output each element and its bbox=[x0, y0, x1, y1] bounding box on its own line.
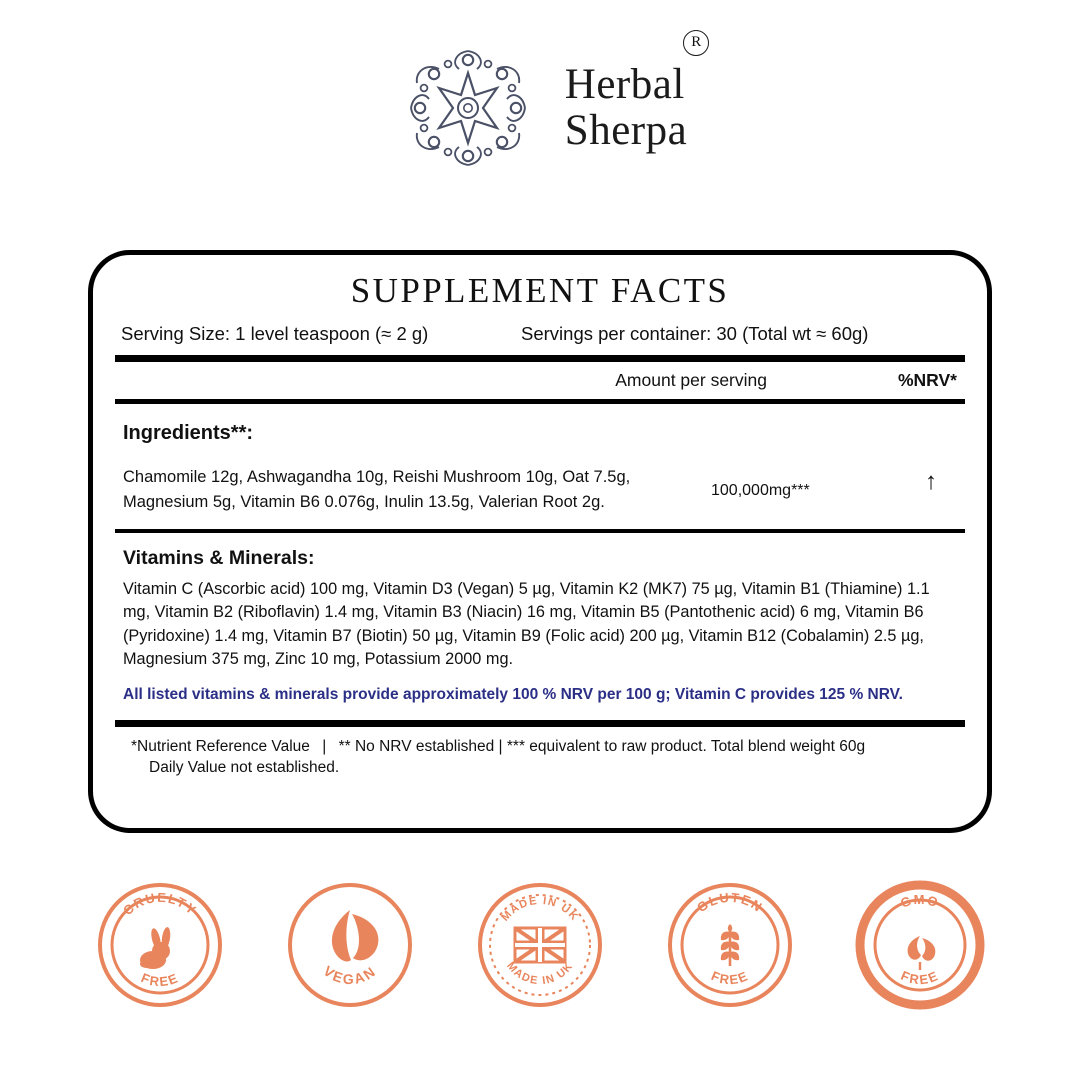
vitamins-minerals-section bbox=[93, 533, 987, 711]
svg-text:GMO: GMO bbox=[898, 892, 942, 911]
footnote-extra: ** No NRV established | *** equivalent to raw product. Total blend weight 60g bbox=[338, 738, 866, 755]
footnote-daily-value: Daily Value not established. bbox=[149, 758, 340, 776]
brand-name-line1: Herbal bbox=[564, 60, 685, 108]
vegan-badge bbox=[285, 880, 415, 1010]
footnotes bbox=[93, 727, 987, 779]
ingredients-section bbox=[93, 404, 987, 529]
serving-size-text: Serving Size: 1 level teaspoon (≈ 2 g) bbox=[121, 323, 429, 344]
svg-text:GLUTEN: GLUTEN bbox=[694, 889, 766, 916]
brand-name bbox=[564, 34, 702, 155]
gluten-free-badge bbox=[665, 880, 795, 1010]
supplement-facts-panel bbox=[88, 250, 992, 833]
nrv-arrow-icon: ↑ bbox=[925, 468, 937, 495]
svg-text:FREE: FREE bbox=[139, 970, 181, 990]
svg-text:FREE: FREE bbox=[898, 967, 942, 988]
nrv-note: All listed vitamins & minerals provide approximately 100 % NRV per 100 g; Vitamin C provides 125 % NRV. bbox=[123, 686, 903, 703]
ingredients-amount: 100,000mg*** bbox=[711, 482, 810, 499]
svg-text:MADE IN UK: MADE IN UK bbox=[504, 959, 576, 988]
footnote-nrv: *Nutrient Reference Value bbox=[131, 738, 310, 755]
certification-badges bbox=[0, 880, 1080, 1010]
registered-trademark-icon: R bbox=[683, 30, 709, 56]
nrv-header: %NRV* bbox=[897, 370, 957, 390]
svg-text:MADE IN UK: MADE IN UK bbox=[499, 894, 581, 924]
cruelty-free-badge bbox=[95, 880, 225, 1010]
svg-text:VEGAN: VEGAN bbox=[320, 962, 380, 988]
svg-text:FREE: FREE bbox=[709, 967, 751, 988]
brand-header bbox=[0, 28, 1080, 188]
vitamins-minerals-title: Vitamins & Minerals: bbox=[123, 546, 315, 569]
made-in-uk-badge bbox=[475, 880, 605, 1010]
divider-thick-bottom bbox=[115, 720, 965, 727]
divider-thick-top bbox=[115, 355, 965, 362]
brand-name-line2: Sherpa bbox=[564, 107, 688, 154]
ingredients-body: Chamomile 12g, Ashwagandha 10g, Reishi Mushroom 10g, Oat 7.5g, Magnesium 5g, Vitamin B6 0.076g, Inulin 13.5g, Valerian Root 2g. bbox=[123, 468, 631, 511]
serving-info-row bbox=[93, 311, 987, 345]
column-headers-row bbox=[93, 362, 987, 399]
servings-per-container-text: Servings per container: 30 (Total wt ≈ 60g) bbox=[521, 323, 869, 344]
gmo-free-badge bbox=[855, 880, 985, 1010]
mandala-floral-logo-icon bbox=[393, 33, 543, 183]
svg-text:CRUELTY: CRUELTY bbox=[120, 889, 200, 919]
footnote-divider: | bbox=[322, 738, 327, 755]
amount-per-serving-header: Amount per serving bbox=[615, 370, 767, 390]
vitamins-minerals-body: Vitamin C (Ascorbic acid) 100 mg, Vitamin D3 (Vegan) 5 µg, Vitamin K2 (MK7) 75 µg, Vitamin B1 (Thiamine) 1.1 mg, Vitamin B2 (Riboflavin) 1.4 mg, Vitamin B3 (Niacin) 16 mg, Vitamin B5 (Pantothenic acid) 6 mg, Vitamin B6 (Pyridoxine) 1.4 mg, Vitamin B7 (Biotin) 50 µg, Vitamin B9 (Folic acid) 200 µg, Vitamin B12 (Cobalamin) 2.5 µg, Magnesium 375 mg, Zinc 10 mg, Potassium 2000 mg. bbox=[123, 579, 930, 669]
ingredients-title: Ingredients**: bbox=[123, 422, 254, 444]
panel-title: SUPPLEMENT FACTS bbox=[350, 271, 730, 310]
